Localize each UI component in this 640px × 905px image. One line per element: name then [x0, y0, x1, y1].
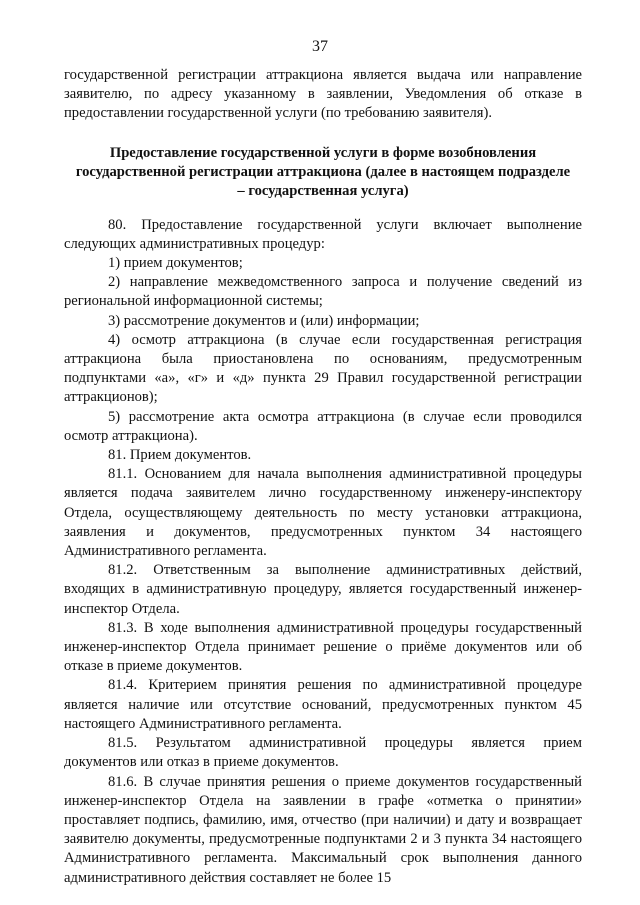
paragraph-81: 81. Прием документов. — [108, 447, 252, 464]
list-item-5: 5) рассмотрение акта осмотра аттракциона (в случае если проводился осмотр аттракциона). — [64, 408, 582, 444]
list-item-4: 4) осмотр аттракциона (в случае если государственная регистрация аттракциона была приостановлена по основаниям, предусмотренным подпунктами «а», «г» и «д» пункта 29 Правил государственной регистрации аттракционов); — [64, 331, 582, 406]
list-item-3: 3) рассмотрение документов и (или) информации; — [108, 312, 420, 329]
paragraph-81-2: 81.2. Ответственным за выполнение административных действий, входящих в административную процедуру, является государственный инженер-инспектор Отдела. — [64, 562, 582, 617]
paragraph-80: 80. Предоставление государственной услуги включает выполнение следующих административных процедур: — [64, 216, 582, 252]
list-item-2: 2) направление межведомственного запроса и получение сведений из региональной информационной системы; — [64, 274, 582, 310]
paragraph-81-4: 81.4. Критерием принятия решения по административной процедуре является наличие или отсутствие оснований, предусмотренных пунктом 45 настоящего Административного регламента. — [64, 677, 582, 732]
paragraph-81-1: 81.1. Основанием для начала выполнения административной процедуры является подача заявителем лично государственному инженеру-инспектору Отдела, осуществляющему деятельность по месту установки аттракциона, заявления и документов, предусмотренных пунктом 34 настоящего Административного регламента. — [64, 466, 582, 560]
page-content — [64, 66, 582, 888]
intro-paragraph: государственной регистрации аттракциона является выдача или направление заявителю, по адресу указанному в заявлении, Уведомления об отказе в предоставлении государственной услуги (по требованию заявителя). — [64, 67, 582, 122]
paragraph-81-5: 81.5. Результатом административной процедуры является прием документов или отказ в приеме документов. — [64, 735, 582, 771]
page-number: 37 — [312, 38, 328, 55]
paragraph-81-6: 81.6. В случае принятия решения о приеме документов государственный инженер-инспектор Отдела на заявлении в графе «отметка о принятии» проставляет подпись, фамилию, имя, отчество (при наличии) и дату и возвращает заявителю документы, предусмотренные подпунктами 2 и 3 пункта 34 настоящего Административного регламента. Максимальный срок выполнения данного административного действия составляет не более 15 — [64, 773, 582, 886]
list-item-1: 1) прием документов; — [108, 255, 243, 272]
section-heading: Предоставление государственной услуги в форме возобновления государственной регистрации аттракциона (далее в настоящем подразделе – государственная услуга) — [75, 144, 571, 199]
paragraph-81-3: 81.3. В ходе выполнения административной процедуры государственный инженер-инспектор Отдела принимает решение о приёме документов или об отказе в приеме документов. — [64, 619, 582, 675]
